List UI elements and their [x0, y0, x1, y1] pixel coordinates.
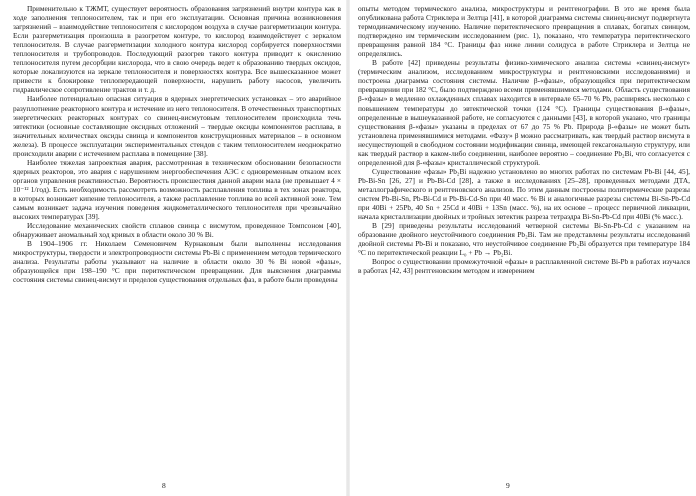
paragraph: Существование «фазы» Pb₂Bi надежно установлено во многих работах по системам Pb-Bi [44, 45], Pb-Bi-Sn [26, 27] и Pb-Bi-Cd [28], а также в исследованиях [25–28], проведенных методами ДТА, металлографического и рентгеновского анализов. По этим данным построены политермические разрезы систем Pb-Bi-Sn, Pb-Bi-Cd и Pb-Bi-Cd-Sn при 40 масс. % Bi и аналогичные разрезы системы Bi-Sn-Pb-Cd при 40Bi + 25Pb, 40 Sn + 25Cd и 40Bi + 13Sn (масс. %), на их основе – процесс первичной ликвации, начала кристаллизации двойных и тройных эвтектик разреза тетраэдра Bi-Sn-Pb-Cd при 40Bi (% масс.).: [358, 166, 690, 222]
paragraph: Вопрос о существовании промежуточной «фазы» в расплавленной системе Bi-Pb в работах изучался в работах [42, 43] рентгеновским методом и измерением: [358, 257, 690, 276]
paragraph: В работе [42] приведены результаты физико-химического анализа системы «свинец-висмут» (термическим анализом, исследованием микроструктуры и рентгеновскими исследованиями) и построена диаграмма состояния системы. Наличие β-«фазы», образующейся при перитектическом превращении при 182 °С, было подтверждено всеми применявшимися методами. Область существования β-«фазы» в медленно охлажденных сплавах находится в интервале 65–70 % Pb, расширяясь несколько с повышением температуры до эвтектической точки (124 °С). Границы существования β-«фазы», определенные в вышеуказанной работе, не согласуются с данными [43], в которой указано, что границы существования β-«фазы» указаны в пределах от 67 до 75 % Pb. Природа β-«фазы» не может быть установлена применявшимися методами. «Фазу» β можно рассматривать, как твердый раствор висмута в несуществующей в свободном состоянии модификации свинца, имеющей гексагональную структуру, или как твердый раствор в каком-либо соединении, наиболее вероятно – соединение Pb₂Bi, что согласуется с определенной для β-«фазы» кристаллической структурой.: [358, 58, 690, 167]
right-page: [348, 0, 696, 496]
paragraph: Наиболее тяжелая запроектная авария, рассмотренная в техническом обосновании безопасности ядерных реакторов, это авария с нарушением энергообеспечения АЭС с одновременным отказом всех органов управления реактивностью. Вероятность происшествия данной аварии мала (не превышает 4 × 10⁻¹² 1/год). Есть необходимость рассмотреть возможность расплавления топлива в тех зонах реактора, в которых возникает кипение теплоносителя, а также расплавление топлива во всей активной зоне. Тем самым возникает задача изучения поведения жидкометаллического теплоносителя при чрезвычайно высоких температурах [39].: [13, 157, 341, 222]
paragraph: В 1904–1906 гг. Николаем Семеновичем Курнаковым были выполнены исследования микроструктуры, твердости и электропроводности системы Pb-Bi с применением методов термического анализа. Результаты работы указывают на наличие в области около 30 % Bi новой «фазы», образующейся при 198–190 °С при перитектическом превращении. Для выяснения диаграммы состояния системы свинец-висмут и пределов существования отдельных фаз, в работе были проведены: [13, 239, 341, 285]
paragraph: Наиболее потенциально опасная ситуация в ядерных энергетических установках – это аварийное разуплотнение реакторного контура и истечение из него теплоносителя. В отечественных транспортных энергетических реакторных контурах со свинец-висмутовым теплоносителем происходила течь эвтектики (основные составляющие оксидных отложений – твердые оксиды компонентов расплава, в значительных количествах оксиды свинца и компонентов конструкционных материалов – в основном железа). В процессе эксплуатации экспериментальных стендов с таким теплоносителем неоднократно происходили аварии с истечением расплава в помещение [38].: [13, 94, 341, 158]
paragraph: В [29] приведены результаты исследований четверной системы Bi-Sn-Pb-Cd с указанием на образование двойного неустойчивого соединения Pb₂Bi. Там же представлены результаты исследований двойной системы Pb-Bi и показано, что неустойчивое соединение Pb₂Bi образуется при температуре 184 °С по перитектической реакции L₀ + Pb → Pb₂Bi.: [358, 221, 690, 258]
page-number: 8: [162, 481, 166, 490]
right-text-column: [358, 4, 690, 470]
page-number: 9: [506, 481, 510, 490]
paragraph: Применительно к ТЖМТ, существует вероятность образования загрязнений внутри контура как в ходе заполнения теплоносителем, так и при его эксплуатации. Основная причина возникновения загрязнений – взаимодействие теплоносителя с кислородом воздуха в случае разгерметизации контура. Если разгерметизация произошла в разогретом контуре, то кислород взаимодействует с зеркалом теплоносителя. В случае разгерметизации холодного контура кислород сорбируется поверхностями теплоносителя и трубопроводов. Последующий разогрев такого контура приводит к окислению теплоносителя путем десорбции кислорода, что в свою очередь ведет к образованию твердых оксидов, которые локализуются на зеркале теплоносителя и поверхностях контура. Все вышесказанное может привести к блокировке теплопередающей поверхности, нарушить работу насосов, увеличить гидравлическое сопротивление трактов и т. д.: [13, 4, 341, 95]
left-text-column: [13, 4, 341, 470]
paragraph: опыты методом термического анализа, микроструктуры и рентгенографии. В это же время была опубликована работа Стриклера и Зелтца [41], в которой диаграмма системы свинец-висмут подвергнута термодинамическому изучению. Наличие перитектического превращения в сплавах, богатых свинцом, подтверждено им термическим исследованием (рис. 1), показано, что температура перитектического превращения равной 184 °С. Границы фаз ниже линии солидуса в работе Стриклера и Зелтца не определялись.: [358, 4, 690, 59]
paragraph: Исследование механических свойств сплавов свинца с висмутом, проведенное Томпсоном [40], обнаруживает аномальный ход кривых в области около 30 % Bi.: [13, 221, 341, 240]
